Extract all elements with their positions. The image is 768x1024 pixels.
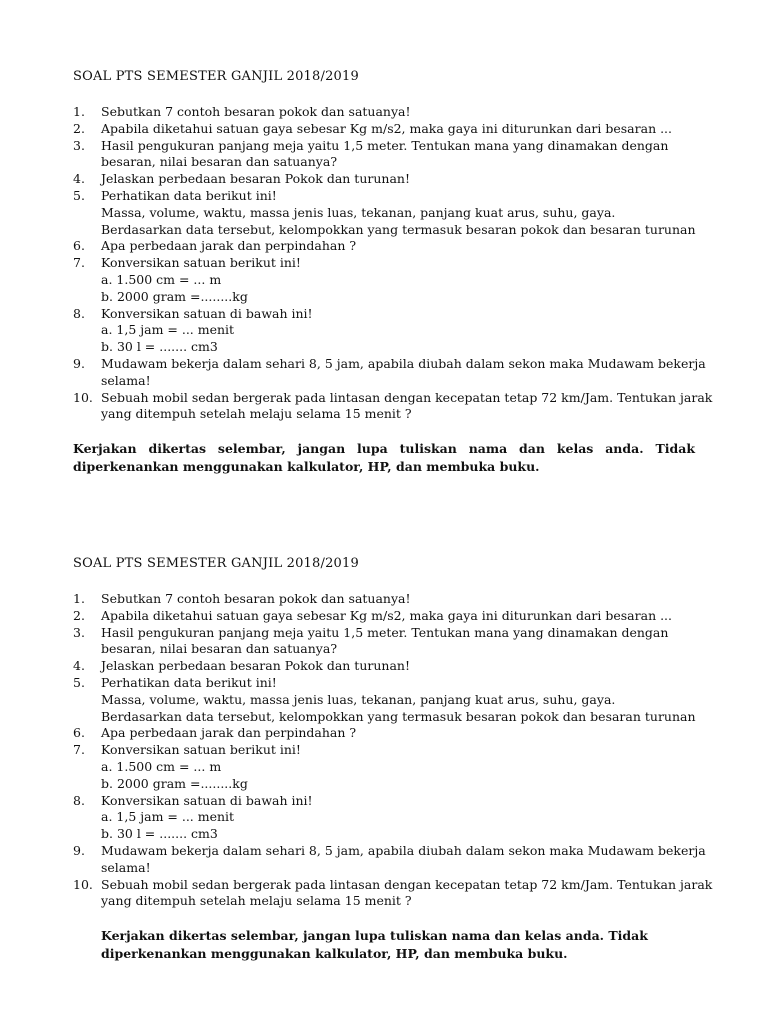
question-text-line: Hasil pengukuran panjang meja yaitu 1,5 meter. Tentukan mana yang dinamakan dengan	[101, 624, 669, 640]
question-number: 9.	[73, 355, 85, 371]
question-text-line: Apabila diketahui satuan gaya sebesar Kg m/s2, maka gaya ini diturunkan dari besaran ...	[101, 607, 673, 623]
question-text-line: Mudawam bekerja dalam sehari 8, 5 jam, apabila diubah dalam sekon maka Mudawam bekerja	[101, 842, 706, 858]
question-number: 10.	[73, 876, 93, 892]
question-number: 3.	[73, 624, 85, 640]
question-text-line: Berdasarkan data tersebut, kelompokkan yang termasuk besaran pokok dan besaran turunan	[101, 708, 696, 724]
question-text-line: a. 1,5 jam = ... menit	[101, 809, 235, 825]
question-item	[73, 742, 695, 792]
question-item	[73, 171, 695, 188]
question-number: 4.	[73, 171, 85, 187]
question-text-line: selama!	[101, 372, 151, 388]
question-number: 8.	[73, 792, 85, 808]
question-text-line: a. 1.500 cm = ... m	[101, 758, 222, 774]
question-text-line: yang ditempuh setelah melaju selama 15 menit ?	[101, 893, 412, 909]
question-item	[73, 625, 695, 659]
question-number: 6.	[73, 238, 85, 254]
question-item	[73, 238, 695, 255]
question-item	[73, 608, 695, 625]
question-text-line: a. 1.500 cm = ... m	[101, 271, 222, 287]
question-text-line: b. 2000 gram =........kg	[101, 288, 248, 304]
question-item	[73, 255, 695, 305]
question-number: 7.	[73, 742, 85, 758]
question-number: 2.	[73, 607, 85, 623]
question-number: 1.	[73, 591, 85, 606]
question-text-line: Perhatikan data berikut ini!	[101, 674, 277, 690]
question-text-line: Apabila diketahui satuan gaya sebesar Kg m/s2, maka gaya ini diturunkan dari besaran ...	[101, 120, 673, 136]
question-text-line: a. 1,5 jam = ... menit	[101, 322, 235, 338]
question-list	[73, 104, 713, 423]
instruction-line: diperkenankan menggunakan kalkulator, HP, dan membuka buku.	[101, 946, 568, 962]
question-text-line: Massa, volume, waktu, massa jenis luas, tekanan, panjang kuat arus, suhu, gaya.	[101, 204, 616, 220]
question-number: 10.	[73, 389, 93, 405]
question-number: 6.	[73, 725, 85, 741]
question-text-line: Sebuah mobil sedan bergerak pada lintasan dengan kecepatan tetap 72 km/Jam. Tentukan jarak	[101, 389, 713, 405]
question-text-line: selama!	[101, 859, 151, 875]
question-text-line: Konversikan satuan berikut ini!	[101, 255, 301, 271]
question-text-line: yang ditempuh setelah melaju selama 15 menit ?	[101, 406, 412, 422]
exam-title: SOAL PTS SEMESTER GANJIL 2018/2019	[73, 69, 359, 84]
question-text-line: Mudawam bekerja dalam sehari 8, 5 jam, apabila diubah dalam sekon maka Mudawam bekerja	[101, 355, 706, 371]
question-item	[73, 188, 695, 238]
question-number: 5.	[73, 187, 85, 203]
question-text-line: b. 30 l = ....... cm3	[101, 826, 218, 842]
question-item	[73, 104, 695, 121]
instruction-line: diperkenankan menggunakan kalkulator, HP, dan membuka buku.	[73, 459, 540, 475]
question-text-line: Sebutkan 7 contoh besaran pokok dan satuanya!	[101, 591, 411, 606]
exam-title: SOAL PTS SEMESTER GANJIL 2018/2019	[73, 556, 359, 571]
question-text-line: Konversikan satuan berikut ini!	[101, 742, 301, 758]
question-text-line: Sebutkan 7 contoh besaran pokok dan satuanya!	[101, 104, 411, 119]
question-item	[73, 658, 695, 675]
question-text-line: Berdasarkan data tersebut, kelompokkan yang termasuk besaran pokok dan besaran turunan	[101, 221, 696, 237]
question-item	[73, 591, 695, 608]
instruction-note	[73, 440, 695, 476]
question-number: 9.	[73, 842, 85, 858]
question-list	[73, 591, 713, 910]
question-text-line: besaran, nilai besaran dan satuanya?	[101, 154, 338, 170]
question-number: 7.	[73, 255, 85, 271]
question-text-line: Apa perbedaan jarak dan perpindahan ?	[101, 238, 357, 254]
question-text-line: Perhatikan data berikut ini!	[101, 187, 277, 203]
question-item	[73, 842, 706, 877]
question-text-line: Apa perbedaan jarak dan perpindahan ?	[101, 725, 357, 741]
question-item	[73, 725, 695, 742]
question-number: 3.	[73, 137, 85, 153]
question-item	[73, 306, 695, 356]
exam-sheet-1	[73, 68, 713, 476]
instruction-line: Kerjakan dikertas selembar, jangan lupa tuliskan nama dan kelas anda. Tidak	[73, 441, 695, 457]
question-text-line: b. 30 l = ....... cm3	[101, 339, 218, 355]
question-number: 2.	[73, 120, 85, 136]
question-item	[73, 389, 713, 424]
question-text-line: b. 2000 gram =........kg	[101, 775, 248, 791]
question-item	[73, 793, 695, 843]
exam-sheet-2	[73, 555, 713, 963]
question-item	[73, 876, 713, 911]
question-item	[73, 675, 695, 725]
question-text-line: besaran, nilai besaran dan satuanya?	[101, 641, 338, 657]
question-text-line: Jelaskan perbedaan besaran Pokok dan turunan!	[101, 171, 410, 187]
question-item	[73, 138, 695, 172]
question-text-line: Konversikan satuan di bawah ini!	[101, 305, 313, 321]
question-number: 8.	[73, 305, 85, 321]
question-number: 4.	[73, 658, 85, 674]
question-text-line: Jelaskan perbedaan besaran Pokok dan turunan!	[101, 658, 410, 674]
question-item	[73, 355, 706, 390]
question-number: 5.	[73, 674, 85, 690]
question-text-line: Massa, volume, waktu, massa jenis luas, tekanan, panjang kuat arus, suhu, gaya.	[101, 691, 616, 707]
instruction-note	[73, 927, 695, 963]
question-number: 1.	[73, 104, 85, 119]
question-text-line: Sebuah mobil sedan bergerak pada lintasan dengan kecepatan tetap 72 km/Jam. Tentukan jarak	[101, 876, 713, 892]
question-item	[73, 121, 695, 138]
question-text-line: Hasil pengukuran panjang meja yaitu 1,5 meter. Tentukan mana yang dinamakan dengan	[101, 137, 669, 153]
question-text-line: Konversikan satuan di bawah ini!	[101, 792, 313, 808]
instruction-line: Kerjakan dikertas selembar, jangan lupa tuliskan nama dan kelas anda. Tidak	[101, 928, 648, 944]
